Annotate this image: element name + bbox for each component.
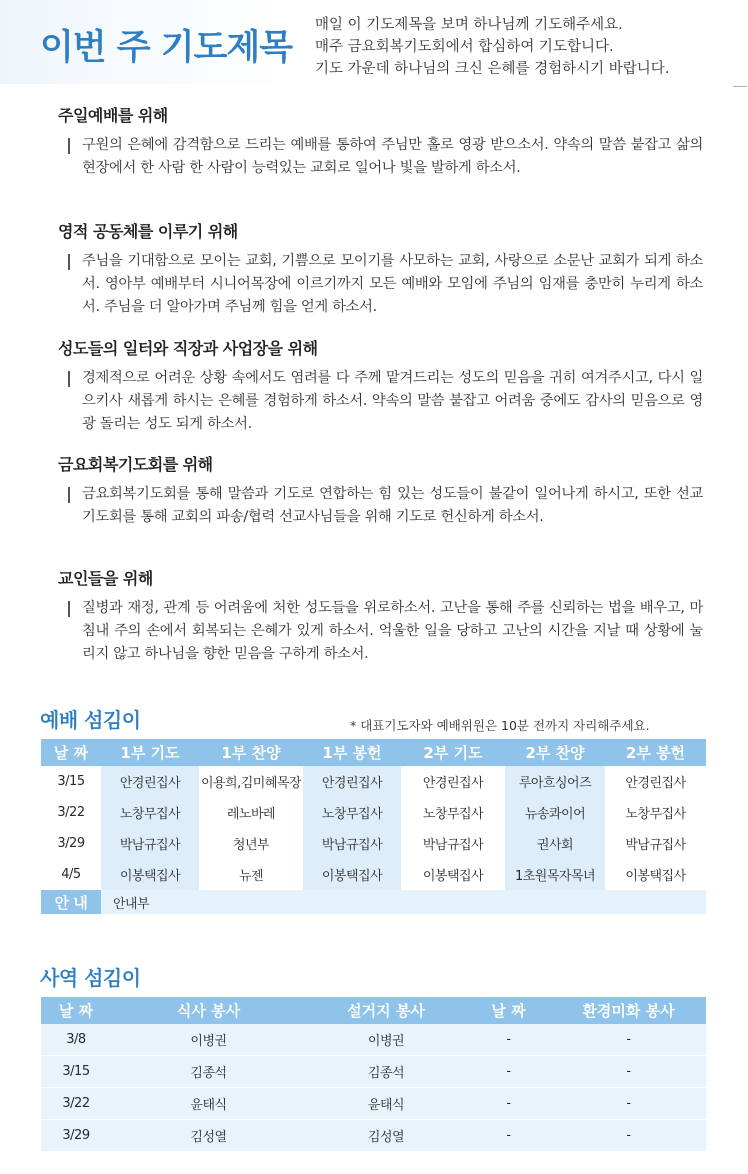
table-cell: - (466, 1056, 551, 1088)
table-cell: 박남규집사 (422, 838, 484, 853)
table-cell: 3/22 (41, 1088, 111, 1120)
guide-row (41, 890, 706, 914)
table-row (41, 1056, 706, 1088)
table-cell: 이병권 (306, 1024, 466, 1056)
table-row (41, 859, 706, 890)
page-title: 이번 주 기도제목 (40, 28, 293, 68)
table-cell: 이봉택집사 (303, 859, 401, 890)
header-intro (315, 14, 669, 80)
table-cell: 권사회 (505, 828, 605, 859)
quote-bar (68, 487, 70, 503)
prayer-body: 구원의 은혜에 감격함으로 드리는 예배를 통하여 주님만 홀로 영광 받으소서. 약속의 말씀 붙잡고 삶의 현장에서 한 사람 한 사람이 능력있는 교회로 일어나 빛을 발하게 하소서. (82, 137, 703, 176)
worship-note: * 대표기도자와 예배위원은 10분 전까지 자리해주세요. (350, 718, 650, 733)
table-cell: 박남규집사 (101, 828, 199, 859)
prayer-body: 주님을 기대함으로 모이는 교회, 기쁨으로 모이기를 사모하는 교회, 사랑으로 소문난 교회가 되게 하소서. 영아부 예배부터 시니어목장에 이르기까지 모든 예배와 모임에 주님의 임재를 충만히 누리게 하소서. 주님을 더 알아가며 주님께 힘을 얻게 하소서. (82, 253, 703, 315)
column-header: 1부 기도 (101, 739, 199, 766)
prayer-title: 교인들을 위해 (58, 569, 153, 588)
prayer-item (58, 336, 703, 436)
table-cell: 이봉택집사 (101, 859, 199, 890)
table-cell: 이병권 (111, 1024, 306, 1056)
column-header: 식사 봉사 (111, 997, 306, 1024)
column-header: 2부 봉헌 (605, 739, 706, 766)
column-header: 날 짜 (41, 739, 101, 766)
table-cell: 김종석 (111, 1056, 306, 1088)
divider (733, 86, 747, 87)
table-row (41, 1120, 706, 1152)
worship-table (41, 739, 706, 914)
table-cell: 박남규집사 (303, 828, 401, 859)
column-header: 날 짜 (466, 997, 551, 1024)
table-header-row (41, 739, 706, 766)
prayer-title: 금요회복기도회를 위해 (58, 455, 213, 474)
prayer-title: 성도들의 일터와 직장과 사업장을 위해 (58, 339, 318, 358)
quote-bar (68, 254, 70, 270)
header-line: 매주 금요회복기도회에서 합심하여 기도합니다. (315, 39, 614, 55)
prayer-title: 영적 공동체를 이루기 위해 (58, 222, 238, 241)
prayer-body-wrap (68, 483, 703, 529)
prayer-item (58, 452, 703, 529)
prayer-body: 금요회복기도회를 통해 말씀과 기도로 연합하는 힘 있는 성도들이 불같이 일어나게 하시고, 또한 선교기도회를 통해 교회의 파송/협력 선교사님들을 위해 기도로 헌신하게 하소서. (82, 486, 703, 525)
column-header: 1부 봉헌 (303, 739, 401, 766)
table-cell: 3/8 (41, 1024, 111, 1056)
table-cell: 노창무집사 (422, 807, 484, 822)
table-cell: 1초원목자목녀 (505, 859, 605, 890)
column-header: 날 짜 (41, 997, 111, 1024)
quote-bar (68, 138, 70, 154)
prayer-body-wrap (68, 367, 703, 436)
table-cell: - (466, 1120, 551, 1152)
table-cell: 안경린집사 (303, 766, 401, 797)
column-header: 설거지 봉사 (306, 997, 466, 1024)
service-section-title: 사역 섬김이 (40, 966, 141, 990)
table-header-row (41, 997, 706, 1024)
table-row (41, 1088, 706, 1120)
quote-bar (68, 601, 70, 617)
table-cell: 김성열 (306, 1120, 466, 1152)
table-cell: 3/15 (41, 1056, 111, 1088)
table-row (41, 766, 706, 797)
table-cell: - (466, 1024, 551, 1056)
quote-bar (68, 371, 70, 387)
prayer-body-wrap (68, 134, 703, 180)
table-cell: 뉴젠 (238, 869, 264, 884)
table-cell: 박남규집사 (625, 838, 686, 853)
column-header: 환경미화 봉사 (551, 997, 706, 1024)
table-cell: 루아흐싱어즈 (505, 766, 605, 797)
table-cell: 노창무집사 (303, 797, 401, 828)
table-cell: 청년부 (232, 838, 270, 853)
table-cell: - (551, 1056, 706, 1088)
table-cell: 3/15 (57, 774, 85, 789)
header (0, 0, 748, 90)
table-cell: 안경린집사 (625, 776, 686, 791)
table-cell: - (551, 1120, 706, 1152)
table-cell: 3/29 (57, 836, 85, 851)
table-cell: 노창무집사 (101, 797, 199, 828)
table-cell: 노창무집사 (625, 807, 686, 822)
service-table (41, 997, 706, 1152)
prayer-item (58, 566, 703, 666)
prayer-body-wrap (68, 250, 703, 319)
prayer-title: 주일예배를 위해 (58, 106, 168, 125)
table-cell: 안경린집사 (422, 776, 484, 791)
table-cell: 이봉택집사 (422, 869, 484, 884)
table-cell: 김성열 (111, 1120, 306, 1152)
prayer-body: 경제적으로 어려운 상황 속에서도 염려를 다 주께 맡겨드리는 성도의 믿음을 귀히 여겨주시고, 다시 일으키사 새롭게 하시는 은혜를 경험하게 하소서. 약속의 말씀 붙잡고 어려움 중에도 감사의 믿음으로 영광 돌리는 성도 되게 하소서. (82, 370, 703, 432)
table-cell: 3/29 (41, 1120, 111, 1152)
table-row (41, 1024, 706, 1056)
table-cell: - (466, 1088, 551, 1120)
prayer-item (58, 103, 703, 180)
table-cell: 김종석 (306, 1056, 466, 1088)
table-cell: 윤태식 (306, 1088, 466, 1120)
guide-label: 안 내 (41, 890, 101, 914)
table-cell: 4/5 (61, 867, 81, 882)
table-cell: 윤태식 (111, 1088, 306, 1120)
column-header: 2부 찬양 (505, 739, 605, 766)
column-header: 2부 기도 (401, 739, 505, 766)
column-header: 1부 찬양 (199, 739, 303, 766)
table-cell: 3/22 (57, 805, 85, 820)
header-line: 기도 가운데 하나님의 크신 은혜를 경험하시기 바랍니다. (315, 61, 670, 77)
table-cell: 레노바레 (226, 807, 276, 822)
table-cell: 안경린집사 (101, 766, 199, 797)
header-line: 매일 이 기도제목을 보며 하나님께 기도해주세요. (315, 17, 623, 33)
prayer-body-wrap (68, 597, 703, 666)
worship-section-title: 예배 섬김이 (40, 708, 141, 732)
prayer-body: 질병과 재정, 관계 등 어려움에 처한 성도들을 위로하소서. 고난을 통해 주를 신뢰하는 법을 배우고, 마침내 주의 손에서 회복되는 은혜가 있게 하소서. 억울한 일을 당하고 고난의 시간을 지날 때 상황에 눌리지 않고 하나님을 향한 믿음을 구하게 하소서. (82, 600, 703, 662)
table-cell: 뉴송콰이어 (505, 797, 605, 828)
table-cell: 이용희,김미혜목장 (200, 776, 302, 791)
prayer-item (58, 219, 703, 319)
table-cell: 이봉택집사 (625, 869, 686, 884)
table-cell: - (551, 1024, 706, 1056)
table-row (41, 797, 706, 828)
table-cell: - (551, 1088, 706, 1120)
table-row (41, 828, 706, 859)
guide-value: 안내부 (101, 890, 706, 914)
